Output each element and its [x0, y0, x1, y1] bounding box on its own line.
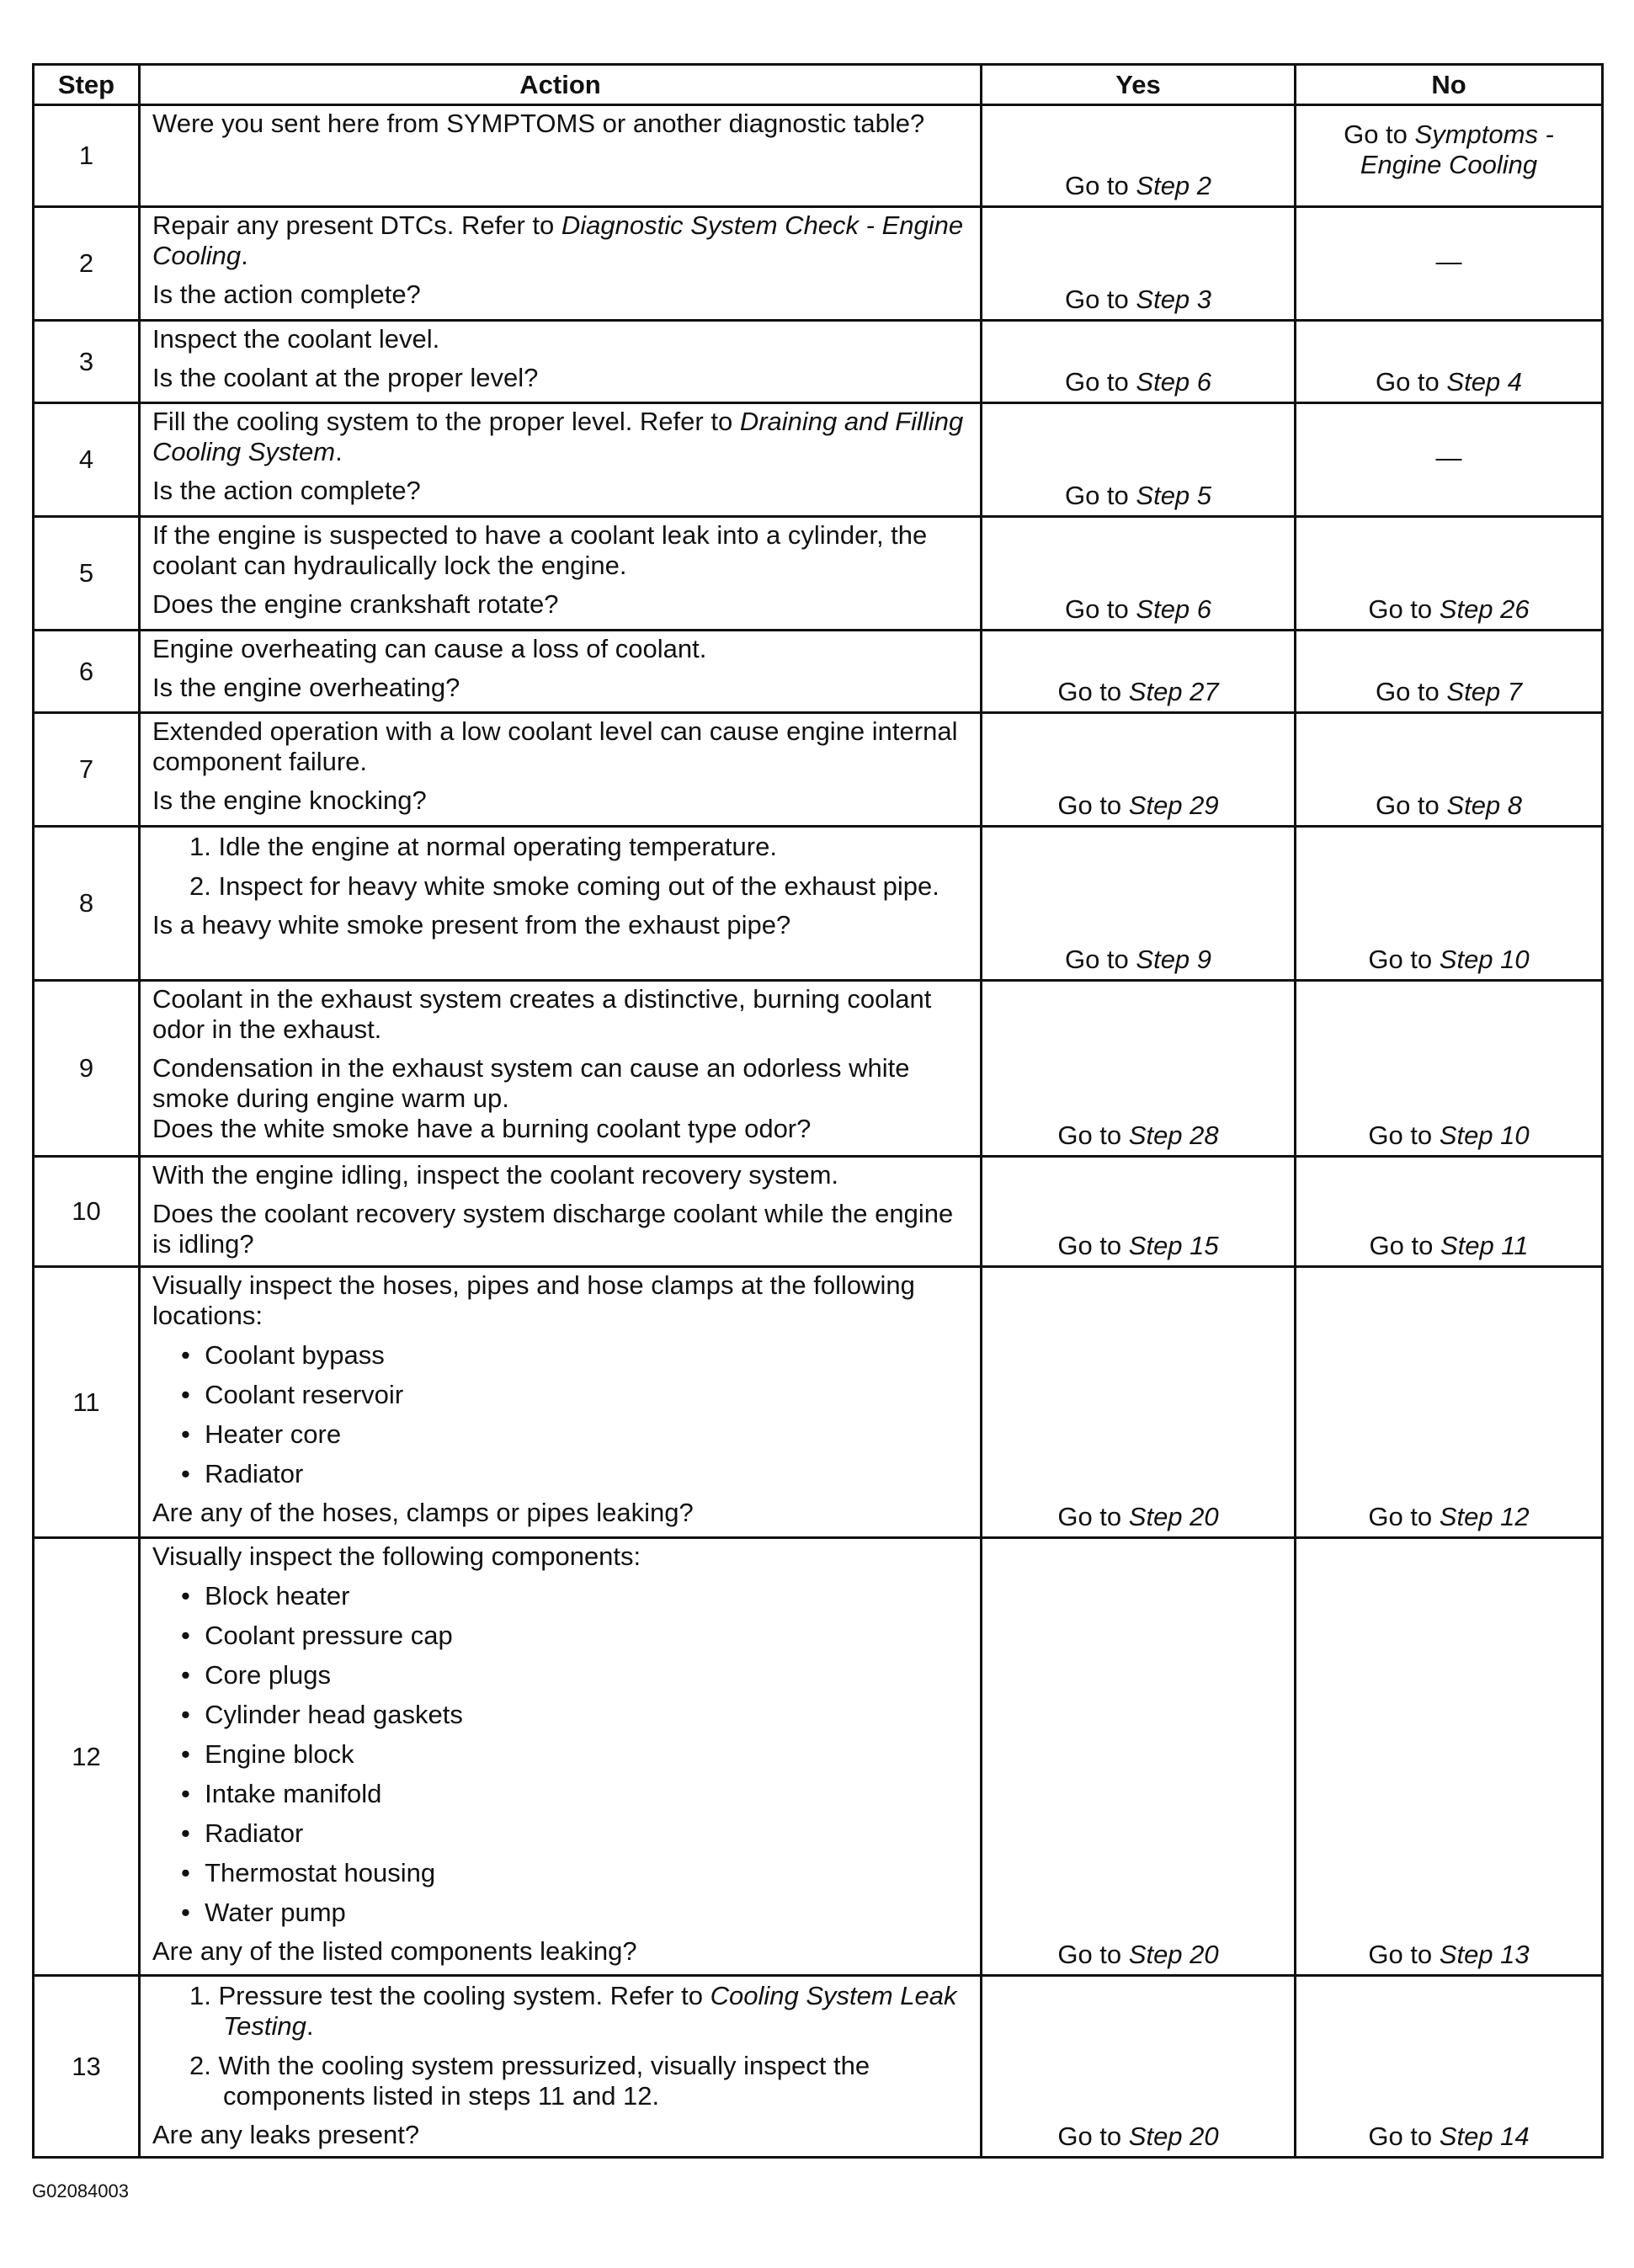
- table-row: [34, 517, 1603, 631]
- no-step-link[interactable]: Step 14: [1439, 2122, 1530, 2151]
- action-question: Are any of the listed components leaking?: [152, 1936, 637, 1966]
- action-cell: [140, 403, 982, 517]
- list-item-text: Engine block: [205, 1739, 354, 1769]
- list-item-text: Intake manifold: [205, 1779, 382, 1808]
- step-number: 4: [34, 403, 140, 517]
- item-text: Idle the engine at normal operating temperature.: [218, 832, 777, 861]
- yes-step-link[interactable]: Step 27: [1128, 677, 1219, 706]
- step-number: 12: [34, 1538, 140, 1976]
- yes-cell: [982, 1538, 1296, 1976]
- action-cell: [140, 207, 982, 321]
- table-row: [34, 1267, 1603, 1538]
- table-row: [34, 713, 1603, 827]
- action-text: Condensation in the exhaust system can cause an odorless white smoke during engine warm up.: [152, 1053, 910, 1113]
- action-cell: [140, 713, 982, 827]
- action-question: Is a heavy white smoke present from the exhaust pipe?: [152, 910, 791, 940]
- no-cell: [1296, 1538, 1603, 1976]
- table-row: [34, 827, 1603, 981]
- table-row: [34, 981, 1603, 1157]
- table-row: [34, 403, 1603, 517]
- yes-step-link[interactable]: Step 20: [1128, 1940, 1219, 1969]
- action-cell: [140, 517, 982, 631]
- yes-prefix: Go to: [1057, 677, 1129, 706]
- step-number: 1: [34, 105, 140, 207]
- yes-step-link[interactable]: Step 6: [1136, 367, 1212, 397]
- yes-cell: [982, 827, 1296, 981]
- step-number: 2: [34, 207, 140, 321]
- no-step-link[interactable]: Step 8: [1446, 791, 1523, 820]
- no-prefix: Go to: [1368, 1940, 1440, 1969]
- no-prefix: Go to: [1344, 120, 1415, 149]
- item-text: Inspect for heavy white smoke coming out of the exhaust pipe.: [218, 871, 939, 901]
- no-prefix: Go to: [1368, 2122, 1440, 2151]
- action-text: With the engine idling, inspect the coolant recovery system.: [152, 1160, 839, 1190]
- no-prefix: Go to: [1368, 1502, 1440, 1531]
- no-cell: [1296, 1157, 1603, 1267]
- item-number: 1.: [189, 832, 211, 861]
- yes-cell: [982, 1976, 1296, 2158]
- yes-step-link[interactable]: Step 20: [1128, 2122, 1219, 2151]
- reference-link[interactable]: Draining and Filling Cooling System: [152, 407, 964, 466]
- action-question: Is the engine knocking?: [152, 785, 427, 815]
- item-number: 2.: [189, 871, 211, 901]
- list-item: • Coolant reservoir: [181, 1380, 404, 1409]
- yes-cell: [982, 1267, 1296, 1538]
- yes-cell: [982, 105, 1296, 207]
- no-step-link[interactable]: Step 10: [1439, 945, 1530, 974]
- figure-code: G02084003: [32, 2180, 129, 2201]
- yes-step-link[interactable]: Step 9: [1136, 945, 1212, 974]
- list-item: • Intake manifold: [181, 1779, 382, 1808]
- no-step-link[interactable]: Symptoms - Engine Cooling: [1360, 120, 1554, 179]
- step-number: 3: [34, 321, 140, 403]
- list-item: • Thermostat housing: [181, 1858, 436, 1887]
- yes-cell: [982, 1157, 1296, 1267]
- step-number: 10: [34, 1157, 140, 1267]
- no-cell: [1296, 981, 1603, 1157]
- bullet-list: [152, 1581, 968, 1928]
- yes-prefix: Go to: [1064, 285, 1136, 314]
- no-cell: [1296, 207, 1603, 321]
- list-item-text: Coolant bypass: [205, 1340, 385, 1370]
- list-item-text: Radiator: [205, 1459, 304, 1488]
- action-text-part: .: [335, 437, 343, 466]
- item-text: With the cooling system pressurized, visually inspect the components listed in steps 11 and 12.: [218, 2051, 870, 2111]
- yes-cell: [982, 517, 1296, 631]
- list-item: • Radiator: [181, 1459, 304, 1488]
- yes-prefix: Go to: [1064, 481, 1136, 510]
- list-item: • Water pump: [181, 1898, 346, 1927]
- action-text-part: .: [241, 241, 248, 270]
- reference-link[interactable]: Diagnostic System Check - Engine Cooling: [152, 210, 964, 270]
- table-row: [34, 321, 1603, 403]
- yes-cell: [982, 631, 1296, 713]
- action-question: Is the coolant at the proper level?: [152, 363, 539, 392]
- list-item: • Coolant bypass: [181, 1340, 385, 1370]
- header-action: Action: [140, 65, 982, 105]
- step-number: 9: [34, 981, 140, 1157]
- list-item-text: Thermostat housing: [205, 1858, 436, 1887]
- no-cell: [1296, 403, 1603, 517]
- list-item: • Cylinder head gaskets: [181, 1700, 463, 1729]
- action-text-part: Repair any present DTCs. Refer to: [152, 210, 562, 240]
- list-item-text: Heater core: [205, 1419, 342, 1449]
- no-cell: [1296, 105, 1603, 207]
- no-dash: —: [1435, 246, 1462, 276]
- action-cell: [140, 1538, 982, 1976]
- header-yes: Yes: [982, 65, 1296, 105]
- yes-cell: [982, 403, 1296, 517]
- action-cell: [140, 631, 982, 713]
- no-prefix: Go to: [1368, 594, 1440, 624]
- no-cell: [1296, 631, 1603, 713]
- list-item: • Block heater: [181, 1581, 350, 1610]
- action-cell: [140, 981, 982, 1157]
- list-item-text: Block heater: [205, 1581, 350, 1610]
- no-step-link[interactable]: Step 10: [1439, 1121, 1530, 1150]
- yes-step-link[interactable]: Step 3: [1136, 285, 1212, 314]
- list-item-text: Coolant reservoir: [205, 1380, 404, 1409]
- yes-step-link[interactable]: Step 28: [1128, 1121, 1219, 1150]
- yes-prefix: Go to: [1064, 367, 1136, 397]
- yes-step-link[interactable]: Step 29: [1128, 791, 1219, 820]
- list-item-text: Core plugs: [205, 1660, 332, 1690]
- table-row: [34, 1538, 1603, 1976]
- numbered-item: [152, 832, 968, 862]
- yes-prefix: Go to: [1057, 1121, 1129, 1150]
- action-question: Does the engine crankshaft rotate?: [152, 589, 559, 619]
- action-question: Does the coolant recovery system discharge coolant while the engine is idling?: [152, 1199, 954, 1259]
- yes-prefix: Go to: [1064, 594, 1136, 624]
- yes-step-link[interactable]: Step 6: [1136, 594, 1212, 624]
- action-question: Are any leaks present?: [152, 2120, 420, 2149]
- yes-step-link[interactable]: Step 20: [1128, 1502, 1219, 1531]
- list-item: • Radiator: [181, 1818, 304, 1848]
- no-step-link[interactable]: Step 26: [1439, 594, 1530, 624]
- no-step-link[interactable]: Step 7: [1446, 677, 1523, 706]
- no-prefix: Go to: [1368, 1121, 1440, 1150]
- table-row: [34, 207, 1603, 321]
- no-step-link[interactable]: Step 11: [1440, 1231, 1529, 1260]
- action-cell: [140, 1267, 982, 1538]
- action-text-part: Fill the cooling system to the proper level. Refer to: [152, 407, 740, 436]
- no-cell: [1296, 1267, 1603, 1538]
- yes-cell: [982, 321, 1296, 403]
- yes-prefix: Go to: [1057, 1231, 1129, 1260]
- list-item-text: Cylinder head gaskets: [205, 1700, 463, 1729]
- action-text: Extended operation with a low coolant level can cause engine internal component failure.: [152, 716, 958, 776]
- action-text: If the engine is suspected to have a coolant leak into a cylinder, the coolant can hydraulically lock the engine.: [152, 520, 928, 580]
- yes-prefix: Go to: [1057, 1502, 1129, 1531]
- no-cell: [1296, 1976, 1603, 2158]
- item-number: 1.: [189, 1981, 211, 2010]
- table-row: [34, 1976, 1603, 2158]
- yes-cell: [982, 207, 1296, 321]
- yes-cell: [982, 981, 1296, 1157]
- no-cell: [1296, 713, 1603, 827]
- action-cell: [140, 105, 982, 207]
- action-cell: [140, 1157, 982, 1267]
- list-item: • Engine block: [181, 1739, 354, 1769]
- list-item: • Coolant pressure cap: [181, 1621, 453, 1650]
- yes-prefix: Go to: [1064, 171, 1136, 200]
- table-row: [34, 105, 1603, 207]
- yes-prefix: Go to: [1057, 2122, 1129, 2151]
- list-item: • Heater core: [181, 1419, 342, 1449]
- no-cell: [1296, 321, 1603, 403]
- diagnostic-table: [32, 63, 1604, 2159]
- no-prefix: Go to: [1375, 677, 1447, 706]
- action-text: Were you sent here from SYMPTOMS or another diagnostic table?: [152, 109, 925, 138]
- no-prefix: Go to: [1375, 367, 1447, 397]
- yes-prefix: Go to: [1057, 791, 1129, 820]
- item-text: Pressure test the cooling system. Refer to: [218, 1981, 711, 2010]
- table-row: [34, 1157, 1603, 1267]
- no-prefix: Go to: [1375, 791, 1447, 820]
- yes-step-link[interactable]: Step 15: [1128, 1231, 1219, 1260]
- yes-cell: [982, 713, 1296, 827]
- step-number: 11: [34, 1267, 140, 1538]
- action-question: Does the white smoke have a burning coolant type odor?: [152, 1114, 812, 1143]
- list-item-text: Water pump: [205, 1898, 346, 1927]
- no-step-link[interactable]: Step 13: [1439, 1940, 1530, 1969]
- action-text: Visually inspect the hoses, pipes and hose clamps at the following locations:: [152, 1270, 915, 1330]
- list-item: • Core plugs: [181, 1660, 332, 1690]
- table-row: [34, 631, 1603, 713]
- no-step-link[interactable]: Step 4: [1446, 367, 1523, 397]
- step-number: 13: [34, 1976, 140, 2158]
- reference-link[interactable]: Cooling System Leak Testing: [223, 1981, 957, 2041]
- bullet-list: [152, 1340, 968, 1489]
- action-text: Coolant in the exhaust system creates a distinctive, burning coolant odor in the exhaust.: [152, 984, 932, 1044]
- table-header-row: [34, 65, 1603, 105]
- yes-prefix: Go to: [1064, 945, 1136, 974]
- action-text: Visually inspect the following components:: [152, 1541, 641, 1571]
- step-number: 5: [34, 517, 140, 631]
- action-text: [152, 407, 968, 467]
- action-cell: [140, 827, 982, 981]
- header-step: Step: [34, 65, 140, 105]
- action-text: [152, 210, 968, 271]
- no-cell: [1296, 517, 1603, 631]
- action-question: Is the action complete?: [152, 280, 421, 309]
- no-step-link[interactable]: Step 12: [1439, 1502, 1530, 1531]
- action-question: Is the action complete?: [152, 476, 421, 505]
- no-prefix: Go to: [1368, 945, 1440, 974]
- item-number: 2.: [189, 2051, 211, 2080]
- numbered-item: [152, 1981, 968, 2042]
- item-text: .: [306, 2011, 314, 2041]
- action-question: Is the engine overheating?: [152, 673, 460, 702]
- action-cell: [140, 1976, 982, 2158]
- step-number: 8: [34, 827, 140, 981]
- list-item-text: Coolant pressure cap: [205, 1621, 453, 1650]
- header-no: No: [1296, 65, 1603, 105]
- numbered-item: [152, 2051, 968, 2111]
- step-number: 6: [34, 631, 140, 713]
- no-prefix: Go to: [1369, 1231, 1440, 1260]
- yes-step-link[interactable]: Step 5: [1136, 481, 1212, 510]
- action-text: Inspect the coolant level.: [152, 324, 440, 354]
- no-cell: [1296, 827, 1603, 981]
- action-text: Engine overheating can cause a loss of coolant.: [152, 634, 707, 663]
- numbered-item: [152, 871, 968, 902]
- step-number: 7: [34, 713, 140, 827]
- yes-step-link[interactable]: Step 2: [1136, 171, 1212, 200]
- action-cell: [140, 321, 982, 403]
- yes-prefix: Go to: [1057, 1940, 1129, 1969]
- action-question: Are any of the hoses, clamps or pipes leaking?: [152, 1498, 694, 1527]
- list-item-text: Radiator: [205, 1818, 304, 1848]
- no-dash: —: [1435, 442, 1462, 472]
